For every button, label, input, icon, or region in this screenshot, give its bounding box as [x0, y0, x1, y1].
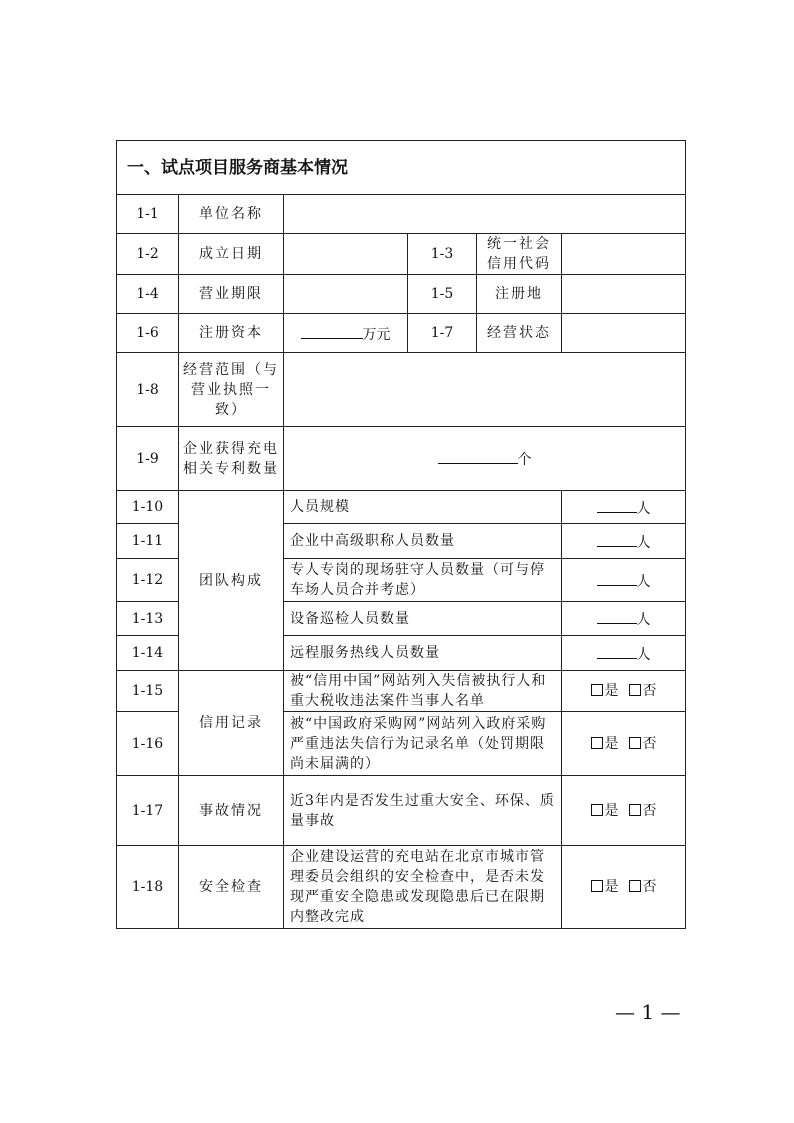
patent-count-field[interactable]	[284, 427, 686, 491]
row-number: 1-17	[117, 776, 179, 846]
option-no[interactable]: 否	[629, 879, 657, 895]
checkbox-icon[interactable]	[591, 804, 603, 816]
group-label-credit: 信用记录	[179, 671, 284, 776]
field-label: 统一社会信用代码	[477, 234, 562, 275]
row-number: 1-4	[117, 275, 179, 314]
field-label: 营业期限	[179, 275, 284, 314]
checkbox-icon[interactable]	[591, 880, 603, 892]
checkbox-icon[interactable]	[629, 804, 641, 816]
company-name-field[interactable]	[284, 195, 686, 234]
field-label: 安全检查	[179, 846, 284, 929]
registered-capital-field[interactable]	[284, 314, 408, 353]
item-description: 被“中国政府采购网”网站列入政府采购严重违法失信行为记录名单（处罚期限尚未届满的）	[284, 712, 562, 776]
table-row	[117, 846, 686, 929]
field-label: 注册资本	[179, 314, 284, 353]
unit-label: 个	[517, 452, 532, 468]
row-number: 1-10	[117, 491, 179, 524]
count-field[interactable]	[562, 559, 686, 602]
option-yes[interactable]: 是	[591, 683, 619, 699]
field-label: 事故情况	[179, 776, 284, 846]
table-row	[117, 314, 686, 353]
option-no[interactable]: 否	[629, 683, 657, 699]
blank-line[interactable]	[597, 642, 637, 659]
blank-line[interactable]	[597, 569, 637, 586]
checkbox-icon[interactable]	[591, 684, 603, 696]
table-row	[117, 353, 686, 427]
unit-label: 万元	[362, 326, 391, 343]
field-label: 单位名称	[179, 195, 284, 234]
row-number: 1-8	[117, 353, 179, 427]
basic-info-table	[116, 140, 686, 929]
checkbox-icon[interactable]	[629, 684, 641, 696]
option-no[interactable]: 否	[629, 736, 657, 752]
section-title: 一、试点项目服务商基本情况	[117, 141, 686, 195]
item-description: 人员规模	[284, 491, 562, 524]
count-field[interactable]	[562, 491, 686, 524]
row-number: 1-3	[408, 234, 477, 275]
business-term-field[interactable]	[284, 275, 408, 314]
blank-line[interactable]	[597, 530, 637, 547]
table-row	[117, 195, 686, 234]
field-label: 注册地	[477, 275, 562, 314]
row-number: 1-11	[117, 524, 179, 559]
row-number: 1-6	[117, 314, 179, 353]
table-row	[117, 491, 686, 524]
yes-no-options	[562, 776, 686, 846]
field-label: 企业获得充电相关专利数量	[179, 427, 284, 491]
table-row	[117, 427, 686, 491]
row-number: 1-1	[117, 195, 179, 234]
option-yes[interactable]: 是	[591, 879, 619, 895]
blank-line[interactable]	[597, 496, 637, 513]
count-field[interactable]	[562, 636, 686, 671]
item-description: 近3年内是否发生过重大安全、环保、质量事故	[284, 776, 562, 846]
count-field[interactable]	[562, 524, 686, 559]
option-yes[interactable]: 是	[591, 736, 619, 752]
registered-address-field[interactable]	[562, 275, 686, 314]
field-label: 经营状态	[477, 314, 562, 353]
blank-line[interactable]	[597, 607, 637, 624]
field-label: 成立日期	[179, 234, 284, 275]
option-no[interactable]: 否	[629, 803, 657, 819]
blank-line[interactable]	[438, 447, 518, 464]
row-number: 1-5	[408, 275, 477, 314]
table-row	[117, 776, 686, 846]
item-description: 被“信用中国”网站列入失信被执行人和重大税收违法案件当事人名单	[284, 671, 562, 712]
item-description: 设备巡检人员数量	[284, 602, 562, 636]
unit-label: 人	[636, 500, 651, 517]
yes-no-options	[562, 846, 686, 929]
row-number: 1-15	[117, 671, 179, 712]
business-status-field[interactable]	[562, 314, 686, 353]
blank-line[interactable]	[301, 322, 363, 339]
credit-code-field[interactable]	[562, 234, 686, 275]
item-description: 远程服务热线人员数量	[284, 636, 562, 671]
checkbox-icon[interactable]	[629, 880, 641, 892]
row-number: 1-13	[117, 602, 179, 636]
unit-label: 人	[636, 646, 651, 663]
item-description: 专人专岗的现场驻守人员数量（可与停车场人员合并考虑）	[284, 559, 562, 602]
checkbox-icon[interactable]	[591, 737, 603, 749]
table-row	[117, 671, 686, 712]
business-scope-field[interactable]	[284, 353, 686, 427]
page-number: — 1 —	[615, 1000, 681, 1024]
yes-no-options	[562, 671, 686, 712]
yes-no-options	[562, 712, 686, 776]
row-number: 1-2	[117, 234, 179, 275]
row-number: 1-16	[117, 712, 179, 776]
unit-label: 人	[636, 534, 651, 551]
table-row	[117, 275, 686, 314]
count-field[interactable]	[562, 602, 686, 636]
option-yes[interactable]: 是	[591, 803, 619, 819]
unit-label: 人	[636, 573, 651, 590]
row-number: 1-7	[408, 314, 477, 353]
row-number: 1-14	[117, 636, 179, 671]
unit-label: 人	[636, 612, 651, 628]
field-label: 经营范围（与营业执照一致）	[179, 353, 284, 427]
establish-date-field[interactable]	[284, 234, 408, 275]
item-description: 企业中高级职称人员数量	[284, 524, 562, 559]
row-number: 1-9	[117, 427, 179, 491]
row-number: 1-18	[117, 846, 179, 929]
row-number: 1-12	[117, 559, 179, 602]
checkbox-icon[interactable]	[629, 737, 641, 749]
item-description: 企业建设运营的充电站在北京市城市管理委员会组织的安全检查中，是否未发现严重安全隐患或发现隐患后已在限期内整改完成	[284, 846, 562, 929]
table-row	[117, 234, 686, 275]
group-label-team: 团队构成	[179, 491, 284, 671]
